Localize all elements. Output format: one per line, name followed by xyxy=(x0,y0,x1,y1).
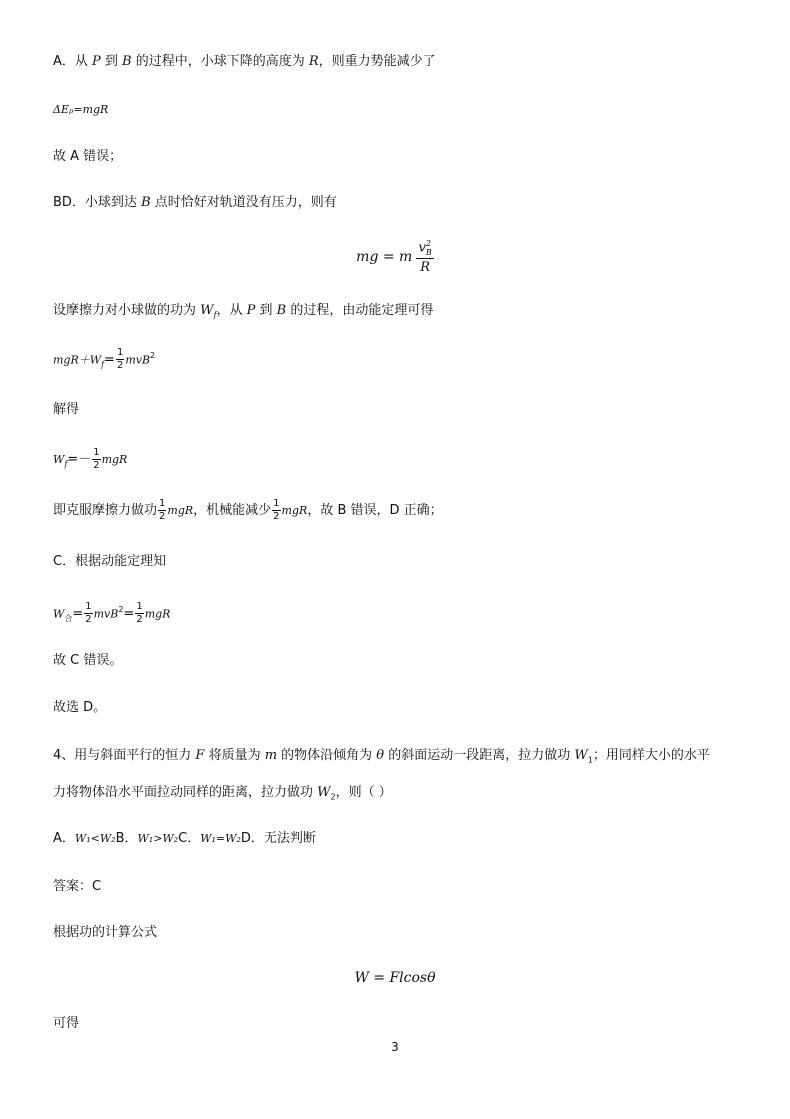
half-fraction: $\frac{1}{2}$ xyxy=(93,447,100,471)
solve-label: 解得 xyxy=(53,402,80,417)
question-4-line-2: 力将物体沿水平面拉动同样的距离，拉力做功 $W_2$，则（ ） xyxy=(53,785,392,802)
work-formula: W = Flcosθ xyxy=(354,970,436,986)
centripetal-equation: mg = m $\frac{v^2_B}{R}$ xyxy=(356,239,432,276)
friction-work-statement: 设摩擦力对小球做的功为 $W_f$，从 P 到 B 的过程，由动能定理可得 xyxy=(53,303,434,320)
option-bd-conclusion: 即克服摩擦力做功 $\frac{1}{2}$ mgR，机械能减少 $\frac{1}{2}$ mgR，故 B 错误，D 正确； xyxy=(53,498,443,522)
half-fraction: $\frac{1}{2}$ xyxy=(116,347,124,372)
option-c-conclusion: 故 C 错误。 xyxy=(53,653,123,668)
question-4-options: A．W₁<W₂B．W₁>W₂C．W₁=W₂D．无法判断 xyxy=(53,831,316,846)
work-energy-equation: $mgR+W_f=$ $\frac{1}{2}$ mvB$^2$ xyxy=(53,347,156,372)
final-choice: 故选 D。 xyxy=(53,700,107,715)
half-fraction: $\frac{1}{2}$ xyxy=(159,498,166,522)
net-work-equation: $W_合=$ $\frac{1}{2}$ mvB$^2$= $\frac{1}{2}$ mgR xyxy=(53,601,171,626)
half-fraction: $\frac{1}{2}$ xyxy=(273,498,280,522)
answer-line: 答案：C xyxy=(53,879,102,894)
friction-work-result: $W_f=-$ $\frac{1}{2}$ mgR xyxy=(53,447,128,471)
half-fraction: $\frac{1}{2}$ xyxy=(85,601,92,626)
page-number: 3 xyxy=(391,1040,399,1054)
half-fraction: $\frac{1}{2}$ xyxy=(136,601,143,626)
velocity-fraction: $\frac{v^2_B}{R}$ xyxy=(418,239,432,276)
question-4-line-1: 4、用与斜面平行的恒力 F 将质量为 m 的物体沿倾角为 θ 的斜面运动一段距离，拉力做功 $W_1$；用同样大小的水平 xyxy=(53,748,710,765)
conclusion-intro: 可得 xyxy=(53,1016,80,1031)
potential-energy-equation: ΔEₚ=mgR xyxy=(53,103,109,116)
option-bd-analysis: BD．小球到达 B 点时恰好对轨道没有压力，则有 xyxy=(53,195,337,210)
option-a-analysis: A．从 P 到 B 的过程中，小球下降的高度为 R，则重力势能减少了 xyxy=(53,54,436,69)
formula-intro: 根据功的计算公式 xyxy=(53,925,158,940)
option-a-conclusion: 故 A 错误； xyxy=(53,149,123,164)
option-c-analysis: C．根据动能定理知 xyxy=(53,554,167,569)
